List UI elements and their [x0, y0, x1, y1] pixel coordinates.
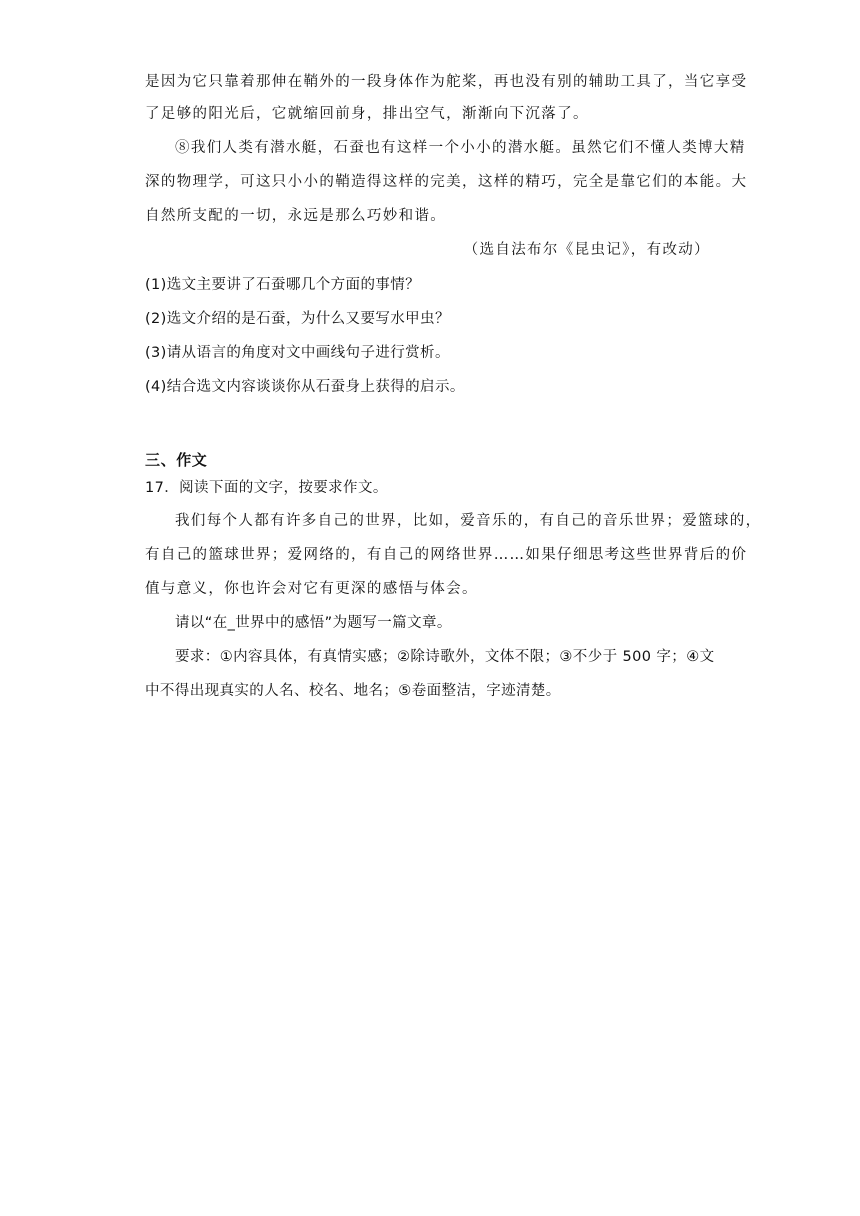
section-title: 三、作文	[145, 451, 208, 469]
composition-prompt: 请以“在_世界中的感悟”为题写一篇文章。	[175, 615, 452, 631]
material-line: 我们每个人都有许多自己的世界，比如，爱音乐的，有自己的音乐世界；爱篮球的，	[175, 513, 762, 529]
question-item: (4)结合选文内容谈谈你从石蚕身上获得的启示。	[145, 379, 465, 395]
passage-line: 了足够的阳光后，它就缩回前身，排出空气，渐渐向下沉落了。	[145, 106, 589, 122]
material-line: 有自己的篮球世界；爱网络的，有自己的网络世界……如果仔细思考这些世界背后的价	[145, 547, 748, 563]
question-item: (2)选文介绍的是石蚕，为什么又要写水甲虫？	[145, 311, 450, 327]
requirements-line: 要求：①内容具体，有真情实感；②除诗歌外，文体不限；③不少于 500 字；④文	[175, 649, 715, 665]
passage-line: 是因为它只靠着那伸在鞘外的一段身体作为舵桨，再也没有别的辅助工具了，当它享受	[145, 74, 748, 90]
question-item: (1)选文主要讲了石蚕哪几个方面的事情？	[145, 277, 421, 293]
passage-line: ⑧我们人类有潜水艇，石蚕也有这样一个小小的潜水艇。虽然它们不懂人类博大精	[175, 140, 746, 156]
question-item: (3)请从语言的角度对文中画线句子进行赏析。	[145, 345, 450, 361]
requirements-line: 中不得出现真实的人名、校名、地名；⑤卷面整洁，字迹清楚。	[145, 683, 561, 699]
material-line: 值与意义，你也许会对它有更深的感悟与体会。	[145, 581, 478, 597]
composition-question: 17．阅读下面的文字，按要求作文。	[145, 480, 388, 496]
passage-line: 自然所支配的一切，永远是那么巧妙和谐。	[145, 208, 447, 224]
passage-source: （选自法布尔《昆虫记》，有改动）	[463, 242, 710, 258]
passage-line: 深的物理学，可这只小小的鞘造得这样的完美，这样的精巧，完全是靠它们的本能。大	[145, 174, 748, 190]
